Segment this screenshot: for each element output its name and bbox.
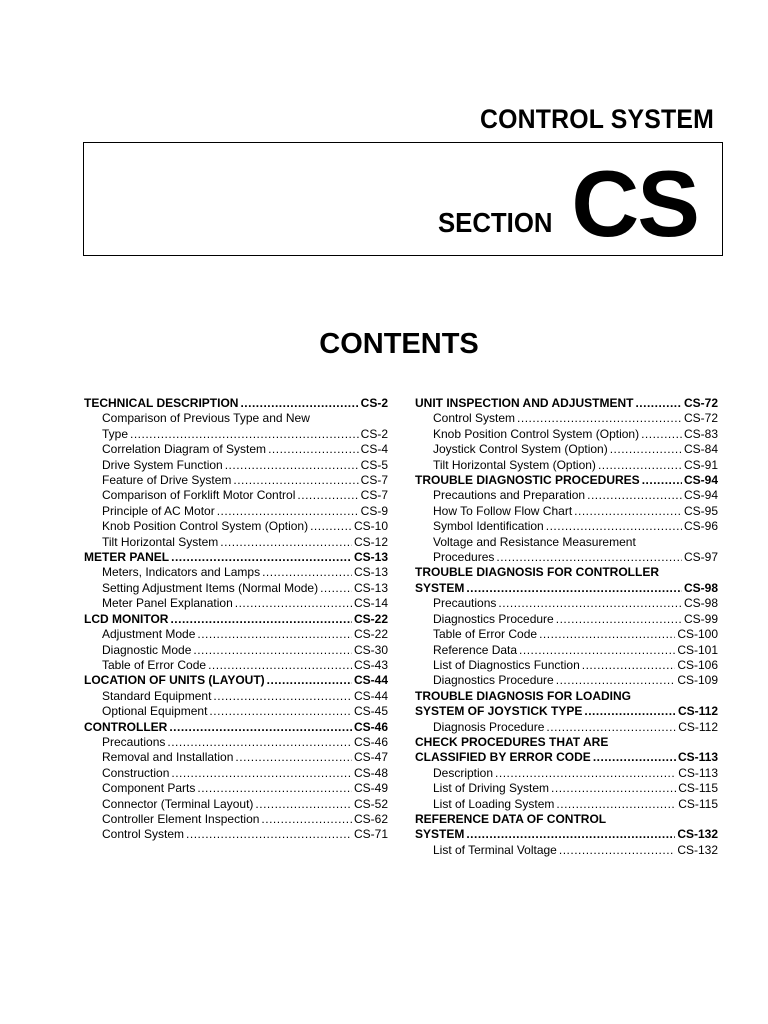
toc-entry-title: REFERENCE DATA OF CONTROL — [415, 811, 607, 826]
toc-entry-title: Connector (Terminal Layout) — [102, 796, 254, 811]
toc-page-ref: CS-44 — [353, 673, 388, 688]
toc-page-ref: CS-98 — [683, 580, 718, 595]
toc-heading-entry[interactable] — [84, 673, 388, 688]
toc-heading-entry[interactable] — [84, 612, 388, 627]
toc-page-ref: CS-14 — [353, 596, 388, 611]
toc-page-ref: CS-106 — [677, 657, 718, 672]
toc-entry[interactable] — [415, 458, 718, 473]
toc-entry-title: Type — [102, 426, 129, 441]
toc-page-ref: CS-2 — [360, 426, 388, 441]
toc-entry-title: TROUBLE DIAGNOSIS FOR LOADING — [415, 688, 631, 703]
toc-page-ref: CS-91 — [683, 457, 718, 472]
toc-heading-entry[interactable] — [415, 396, 718, 411]
toc-page-ref: CS-98 — [683, 596, 718, 611]
dot-leader — [598, 458, 682, 473]
toc-entry[interactable] — [415, 627, 718, 642]
toc-page-ref: CS-48 — [353, 765, 388, 780]
dot-leader — [225, 458, 359, 473]
dot-leader — [574, 504, 682, 519]
toc-entry-title: SYSTEM OF JOYSTICK TYPE — [415, 704, 583, 719]
toc-page-ref: CS-99 — [683, 611, 718, 626]
dot-leader — [519, 643, 675, 658]
toc-page-ref: CS-62 — [353, 811, 388, 826]
toc-page-ref: CS-46 — [353, 719, 388, 734]
toc-entry[interactable] — [84, 689, 388, 704]
dot-leader — [587, 488, 682, 503]
toc-page-ref: CS-132 — [677, 842, 718, 857]
toc-entry[interactable] — [415, 550, 718, 565]
toc-heading-entry[interactable] — [415, 827, 718, 842]
toc-page-ref: CS-7 — [360, 488, 388, 503]
toc-entry[interactable] — [84, 750, 388, 765]
toc-page-ref: CS-22 — [353, 627, 388, 642]
toc-entry-title: Procedures — [433, 550, 495, 565]
toc-entry-title: Comparison of Previous Type and New — [102, 411, 310, 426]
toc-left-column — [84, 396, 388, 843]
contents-heading: CONTENTS — [319, 328, 479, 360]
toc-entry[interactable] — [84, 504, 388, 519]
toc-page-ref: CS-109 — [677, 673, 718, 688]
toc-entry-title: Tilt Horizontal System — [102, 534, 219, 549]
dot-leader — [186, 827, 352, 842]
dot-leader — [559, 843, 675, 858]
toc-entry[interactable] — [84, 704, 388, 719]
toc-entry[interactable] — [415, 781, 718, 796]
toc-entry-title: Table of Error Code — [102, 657, 207, 672]
toc-entry-title: Diagnostics Procedure — [433, 673, 554, 688]
toc-entry-title: How To Follow Flow Chart — [433, 503, 573, 518]
dot-leader — [171, 550, 352, 565]
toc-entry-title: Construction — [102, 765, 170, 780]
toc-page-ref: CS-5 — [360, 457, 388, 472]
dot-leader — [310, 519, 352, 534]
toc-heading-entry[interactable] — [415, 704, 718, 719]
toc-entry[interactable] — [84, 781, 388, 796]
toc-entry-title: Setting Adjustment Items (Normal Mode) — [102, 580, 319, 595]
toc-page-ref: CS-115 — [678, 796, 718, 811]
toc-entry[interactable] — [415, 612, 718, 627]
toc-entry-title: UNIT INSPECTION AND ADJUSTMENT — [415, 396, 634, 410]
dot-leader — [556, 797, 676, 812]
toc-page-ref: CS-96 — [683, 519, 718, 534]
toc-page-ref: CS-52 — [353, 796, 388, 811]
toc-entry[interactable] — [415, 535, 718, 550]
toc-entry[interactable] — [415, 596, 718, 611]
toc-page-ref: CS-46 — [353, 734, 388, 749]
dot-leader — [169, 720, 352, 735]
dot-leader — [466, 581, 682, 596]
toc-entry[interactable] — [84, 473, 388, 488]
toc-page-ref: CS-112 — [677, 704, 718, 719]
toc-entry[interactable] — [415, 673, 718, 688]
toc-page-ref: CS-115 — [678, 781, 718, 796]
dot-leader — [546, 519, 682, 534]
dot-leader — [517, 411, 682, 426]
toc-entry-title: TROUBLE DIAGNOSIS FOR CONTROLLER — [415, 565, 659, 580]
toc-entry-title: Symbol Identification — [433, 519, 544, 534]
toc-entry[interactable] — [84, 596, 388, 611]
toc-entry-title: List of Terminal Voltage — [433, 842, 557, 857]
toc-entry-title: CHECK PROCEDURES THAT ARE — [415, 734, 609, 749]
manual-title: CONTROL SYSTEM — [480, 104, 714, 134]
toc-heading-entry[interactable] — [84, 396, 388, 411]
toc-heading-entry[interactable] — [415, 812, 718, 827]
section-code: CS — [571, 151, 698, 256]
toc-entry[interactable] — [415, 720, 718, 735]
toc-entry-title: SYSTEM — [415, 827, 465, 842]
toc-entry[interactable] — [84, 766, 388, 781]
toc-entry[interactable] — [415, 519, 718, 534]
toc-entry[interactable] — [415, 766, 718, 781]
dot-leader — [495, 766, 676, 781]
dot-leader — [197, 781, 352, 796]
toc-entry-title: Component Parts — [102, 781, 196, 796]
dot-leader — [320, 581, 352, 596]
toc-entry-title: Voltage and Resistance Measurement — [433, 534, 636, 549]
toc-page-ref: CS-9 — [360, 503, 388, 518]
toc-entry-title: Reference Data — [433, 642, 518, 657]
dot-leader — [539, 627, 675, 642]
dot-leader — [255, 797, 352, 812]
toc-entry[interactable] — [84, 658, 388, 673]
toc-page-ref: CS-84 — [683, 442, 718, 457]
toc-entry-title: List of Diagnostics Function — [433, 657, 580, 672]
toc-page-ref: CS-22 — [353, 611, 388, 626]
toc-page-ref: CS-49 — [353, 781, 388, 796]
dot-leader — [268, 442, 359, 457]
dot-leader — [498, 596, 682, 611]
toc-page-ref: CS-113 — [678, 765, 718, 780]
dot-leader — [593, 750, 676, 765]
toc-page-ref: CS-97 — [683, 550, 718, 565]
toc-entry-title: Controller Element Inspection — [102, 811, 260, 826]
toc-entry[interactable] — [84, 827, 388, 842]
toc-heading-entry[interactable] — [415, 689, 718, 704]
toc-entry-title: LCD MONITOR — [84, 611, 169, 626]
section-banner — [83, 142, 723, 256]
toc-heading-entry[interactable] — [415, 581, 718, 596]
dot-leader — [197, 627, 352, 642]
dot-leader — [641, 427, 682, 442]
toc-page-ref: CS-113 — [677, 750, 718, 765]
toc-heading-entry[interactable] — [415, 750, 718, 765]
toc-entry[interactable] — [84, 519, 388, 534]
toc-entry[interactable] — [415, 504, 718, 519]
toc-page-ref: CS-72 — [683, 396, 718, 410]
toc-page-ref: CS-10 — [353, 519, 388, 534]
toc-page-ref: CS-43 — [353, 657, 388, 672]
toc-entry[interactable] — [415, 427, 718, 442]
dot-leader — [262, 565, 352, 580]
toc-entry[interactable] — [84, 411, 388, 426]
toc-entry[interactable] — [415, 843, 718, 858]
toc-page-ref: CS-94 — [683, 473, 718, 488]
toc-entry-title: Removal and Installation — [102, 750, 234, 765]
toc-entry-title: Knob Position Control System (Option) — [102, 519, 309, 534]
toc-page-ref: CS-83 — [683, 426, 718, 441]
toc-page-ref: CS-12 — [353, 534, 388, 549]
toc-page-ref: CS-94 — [683, 488, 718, 503]
toc-page-ref: CS-30 — [353, 642, 388, 657]
toc-page-ref: CS-45 — [353, 704, 388, 719]
toc-entry-title: List of Loading System — [433, 796, 555, 811]
dot-leader — [240, 396, 358, 411]
toc-page-ref: CS-100 — [677, 627, 718, 642]
toc-heading-entry[interactable] — [415, 473, 718, 488]
toc-entry[interactable] — [84, 581, 388, 596]
dot-leader — [261, 812, 352, 827]
toc-page-ref: CS-101 — [677, 642, 718, 657]
toc-entry-title: CONTROLLER — [84, 719, 168, 734]
toc-entry[interactable] — [415, 411, 718, 426]
dot-leader — [551, 781, 676, 796]
toc-entry[interactable] — [84, 565, 388, 580]
toc-page-ref: CS-13 — [353, 565, 388, 580]
toc-entry-title: Meters, Indicators and Lamps — [102, 565, 261, 580]
toc-page-ref: CS-44 — [353, 688, 388, 703]
dot-leader — [170, 612, 352, 627]
dot-leader — [217, 504, 359, 519]
toc-page-ref: CS-2 — [360, 396, 388, 410]
toc-entry[interactable] — [84, 735, 388, 750]
toc-page-ref: CS-132 — [677, 827, 718, 842]
dot-leader — [209, 704, 352, 719]
toc-entry[interactable] — [84, 627, 388, 642]
dot-leader — [220, 535, 352, 550]
toc-entry-title: Adjustment Mode — [102, 627, 196, 642]
toc-heading-entry[interactable] — [84, 550, 388, 565]
dot-leader — [642, 473, 682, 488]
toc-entry-title: Description — [433, 765, 494, 780]
toc-entry-title: Feature of Drive System — [102, 473, 232, 488]
toc-entry[interactable] — [415, 442, 718, 457]
dot-leader — [213, 689, 352, 704]
toc-entry-title: Knob Position Control System (Option) — [433, 426, 640, 441]
toc-entry[interactable] — [84, 442, 388, 457]
toc-heading-entry[interactable] — [84, 720, 388, 735]
section-label: SECTION — [437, 207, 552, 238]
toc-page-ref: CS-72 — [683, 411, 718, 426]
toc-heading-entry[interactable] — [415, 565, 718, 580]
toc-page-ref: CS-4 — [360, 442, 388, 457]
toc-right-column — [415, 396, 718, 858]
toc-entry-title: Control System — [433, 411, 516, 426]
toc-entry-title: TROUBLE DIAGNOSTIC PROCEDURES — [415, 473, 640, 488]
toc-entry[interactable] — [84, 812, 388, 827]
dot-leader — [171, 766, 352, 781]
dot-leader — [546, 720, 676, 735]
toc-page-ref: CS-47 — [353, 750, 388, 765]
toc-entry[interactable] — [415, 797, 718, 812]
toc-entry[interactable] — [84, 427, 388, 442]
toc-entry-title: METER PANEL — [84, 550, 170, 565]
dot-leader — [635, 396, 682, 411]
toc-entry-title: Drive System Function — [102, 457, 223, 472]
dot-leader — [556, 673, 676, 688]
toc-page-ref: CS-112 — [678, 719, 718, 734]
toc-entry-title: Comparison of Forklift Motor Control — [102, 488, 296, 503]
dot-leader — [235, 750, 352, 765]
toc-page-ref: CS-13 — [353, 580, 388, 595]
toc-entry-title: Correlation Diagram of System — [102, 442, 267, 457]
toc-entry[interactable] — [84, 535, 388, 550]
dot-leader — [582, 658, 676, 673]
dot-leader — [130, 427, 359, 442]
toc-entry-title: Optional Equipment — [102, 704, 208, 719]
toc-entry-title: Table of Error Code — [433, 627, 538, 642]
toc-entry-title: TECHNICAL DESCRIPTION — [84, 396, 239, 410]
dot-leader — [466, 827, 675, 842]
toc-entry-title: LOCATION OF UNITS (LAYOUT) — [84, 673, 265, 688]
toc-entry[interactable] — [84, 458, 388, 473]
dot-leader — [267, 673, 352, 688]
toc-heading-entry[interactable] — [415, 735, 718, 750]
toc-page-ref: CS-71 — [353, 827, 388, 842]
toc-entry[interactable] — [415, 488, 718, 503]
toc-page-ref: CS-95 — [683, 503, 718, 518]
toc-entry[interactable] — [84, 488, 388, 503]
toc-entry-title: Precautions and Preparation — [433, 488, 586, 503]
toc-entry-title: Control System — [102, 827, 185, 842]
toc-entry[interactable] — [84, 797, 388, 812]
toc-entry-title: Diagnosis Procedure — [433, 719, 545, 734]
dot-leader — [208, 658, 352, 673]
dot-leader — [496, 550, 682, 565]
toc-entry-title: Joystick Control System (Option) — [433, 442, 608, 457]
toc-entry-title: Principle of AC Motor — [102, 503, 215, 518]
dot-leader — [556, 612, 682, 627]
dot-leader — [610, 442, 682, 457]
dot-leader — [193, 643, 352, 658]
toc-page-ref: CS-7 — [360, 473, 388, 488]
dot-leader — [235, 596, 352, 611]
toc-entry[interactable] — [415, 658, 718, 673]
toc-entry-title: SYSTEM — [415, 580, 465, 595]
toc-page-ref: CS-13 — [353, 550, 388, 565]
toc-entry-title: Precautions — [102, 734, 166, 749]
toc-entry-title: Diagnostic Mode — [102, 642, 192, 657]
toc-entry-title: Diagnostics Procedure — [433, 611, 554, 626]
dot-leader — [233, 473, 358, 488]
toc-entry-title: List of Driving System — [433, 781, 550, 796]
toc-entry-title: Tilt Horizontal System (Option) — [433, 457, 596, 472]
dot-leader — [297, 488, 358, 503]
dot-leader — [167, 735, 352, 750]
toc-entry-title: CLASSIFIED BY ERROR CODE — [415, 750, 591, 765]
toc-entry[interactable] — [84, 643, 388, 658]
toc-entry-title: Meter Panel Explanation — [102, 596, 233, 611]
toc-entry-title: Standard Equipment — [102, 688, 212, 703]
toc-entry[interactable] — [415, 643, 718, 658]
toc-entry-title: Precautions — [433, 596, 497, 611]
dot-leader — [584, 704, 676, 719]
